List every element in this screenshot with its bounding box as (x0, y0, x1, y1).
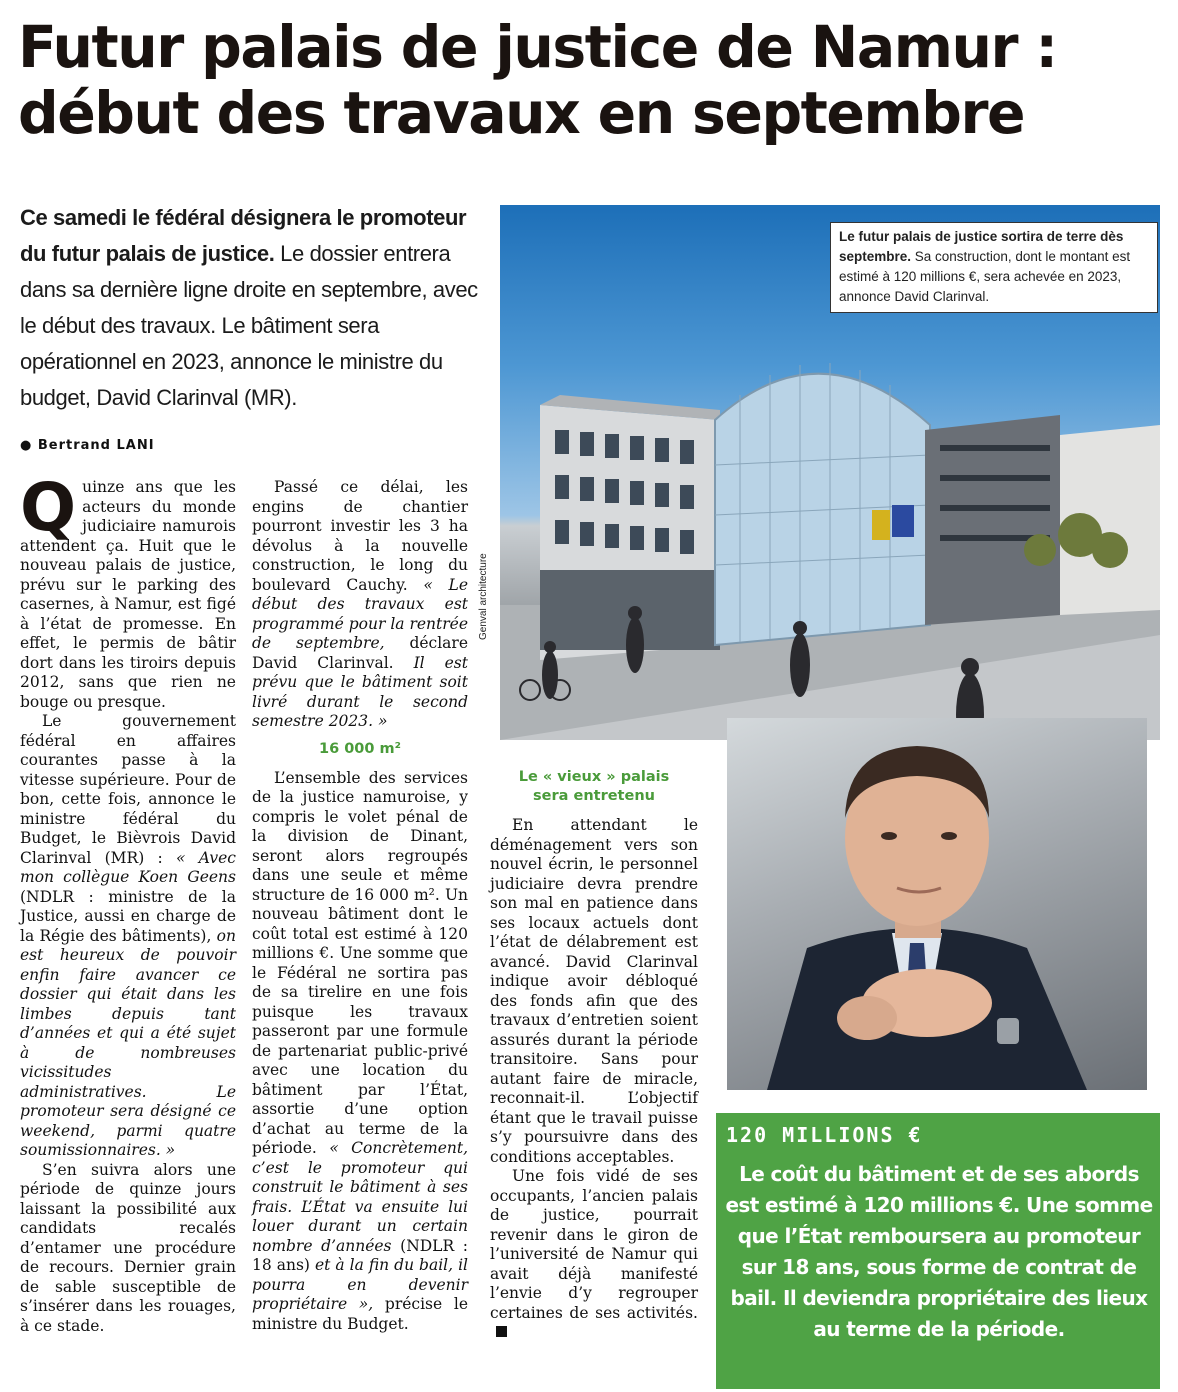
paragraph: En attendant le déménagement vers son nouvel écrin, le personnel judiciaire devra prendre son mal en patience dans ses locaux actuels dont l’état de délabrement est avancé. David Clarinval indique avoir débloqué des fonds afin que des travaux d’entretien soient assurés durant la période transitoire. Sans pour autant faire de miracle, reconnait-il. L’objectif étant que le travail puisse s’y poursuivre dans des conditions acceptables. (490, 816, 698, 1166)
subhead-old-palace (490, 768, 698, 806)
paragraph (20, 712, 236, 1161)
headline-line1: Futur palais de justice de Namur : (18, 13, 1057, 81)
quote-text: et à la fin du bail, il pourra en devenir propriétaire », (252, 1256, 468, 1313)
paragraph-text: Le gouvernement fédéral en affaires courantes passe à la vitesse supérieure. Pour de bon, cette fois, annonce le ministre fédéral du Budget, le Bièvrois David Clarinval (MR) : (20, 712, 236, 867)
lead-rest: Le dossier entrera dans sa dernière ligne droite en septembre, avec le début des travaux. Le bâtiment sera opérationnel en 2023, annonce le ministre du budget, David Clarinval (MR). (20, 241, 478, 410)
paragraph (252, 769, 468, 1335)
subhead-line: sera entretenu (533, 788, 655, 804)
paragraph (490, 1167, 698, 1343)
article-column-3 (490, 768, 698, 1343)
quote-text: « Le début des travaux est programmé pour la rentrée de septembre, (252, 575, 468, 652)
paragraph-text: Passé ce délai, les engins de chantier pourront investir les 3 ha dévolus à la nouvelle construction, le long du boulevard Cauchy. (252, 478, 468, 594)
article-column-1 (20, 469, 236, 1336)
caption-rest: Sa construction, dont le montant est estimé à 120 millions €, sera achevée en 2023, annonce David Clarinval. (839, 249, 1131, 304)
subhead-surface: 16 000 m² (318, 740, 401, 757)
portrait-photo (727, 718, 1147, 1090)
paragraph (252, 478, 468, 732)
infobox-text: Le coût du bâtiment et de ses abords est estimé à 120 millions €. Une somme que l’État remboursera au promoteur sur 18 ans, sous forme de contrat de bail. Il deviendra propriétaire des lieux au terme de la période. (725, 1162, 1153, 1341)
paragraph (20, 469, 236, 712)
byline: ● Bertrand LANI (20, 438, 155, 453)
infobox-title: 120 MILLIONS € (726, 1123, 923, 1147)
article-column-2 (252, 478, 468, 1334)
paragraph-text: déclare David Clarinval. (252, 634, 468, 672)
portrait-illustration (727, 718, 1147, 1090)
paragraph: S’en suivra alors une période de quinze jours laissant la possibilité aux candidats recalés d’entamer une procédure de recours. Dernier grain de sable susceptible de s’insérer dans les rouages, à ce stade. (20, 1160, 236, 1335)
caption-bold: Le futur palais de justice sortira de terre dès septembre. (839, 229, 1124, 264)
paragraph-text: (NDLR : ministre de la Justice, aussi en charge de la Régie des bâtiments), (20, 887, 236, 945)
headline-line2: début des travaux en septembre (18, 79, 1025, 147)
quote-text: « Avec mon collègue Koen Geens (20, 848, 236, 886)
subhead-line: Le « vieux » palais (518, 769, 670, 785)
lead-bold: Ce samedi le fédéral désignera le promoteur du futur palais de justice. (20, 205, 467, 266)
quote-text: « Concrètement, c’est le promoteur qui construit le bâtiment à ses frais. L’État va ensuite lui louer durant un certain nombre d’années (252, 1139, 469, 1255)
photo-credit: Genval architecture (478, 553, 489, 640)
photo-caption (830, 222, 1158, 313)
paragraph-text: Une fois vidé de ses occupants, l’ancien palais de justice, pourrait revenir dans le giron de l’université de Namur qui avait déjà manifesté l’envie d’y regrouper certaines de ses activités. (490, 1167, 698, 1322)
lead-paragraph (20, 200, 480, 416)
paragraph-text: (NDLR : 18 ans) (252, 1236, 468, 1274)
paragraph-text: uinze ans que les acteurs du monde judiciaire namurois attendent ça. Huit que le nouveau palais de justice, prévu sur le parking des casernes, à Namur, est figé à l’état de promesse. En effet, le permis de bâtir dort dans les tiroirs depuis 2012, sans que rien ne bouge ou presque. (20, 478, 236, 711)
end-mark-icon (496, 1326, 507, 1337)
headline (18, 14, 1145, 146)
paragraph-text: L’ensemble des services de la justice namuroise, y compris le volet pénal de la division de Dinant, seront alors regroupés dans une seule et même structure de 16 000 m². Un nouveau bâtiment dont le coût total est estimé à 120 millions €. Une somme que le Fédéral ne sortira pas de sa tirelire en une fois puisque les travaux passeront par une formule de partenariat public-privé avec une location du bâtiment par l’État, assortie d’une option d’achat au terme de la période. (252, 768, 468, 1157)
infobox-budget (716, 1113, 1160, 1389)
drop-cap: Q (20, 469, 77, 546)
quote-text: Il est prévu que le bâtiment soit livré durant le second semestre 2023. » (252, 653, 468, 730)
paragraph-text: précise le ministre du Budget. (252, 1295, 468, 1333)
quote-text: on est heureux de pouvoir enfin faire avancer ce dossier qui était dans les limbes depuis tant d’années et qui a été sujet à de nombreuses vicissitudes administratives. Le promoteur sera désigné ce weekend, parmi quatre soumissionnaires. » (20, 926, 236, 1159)
